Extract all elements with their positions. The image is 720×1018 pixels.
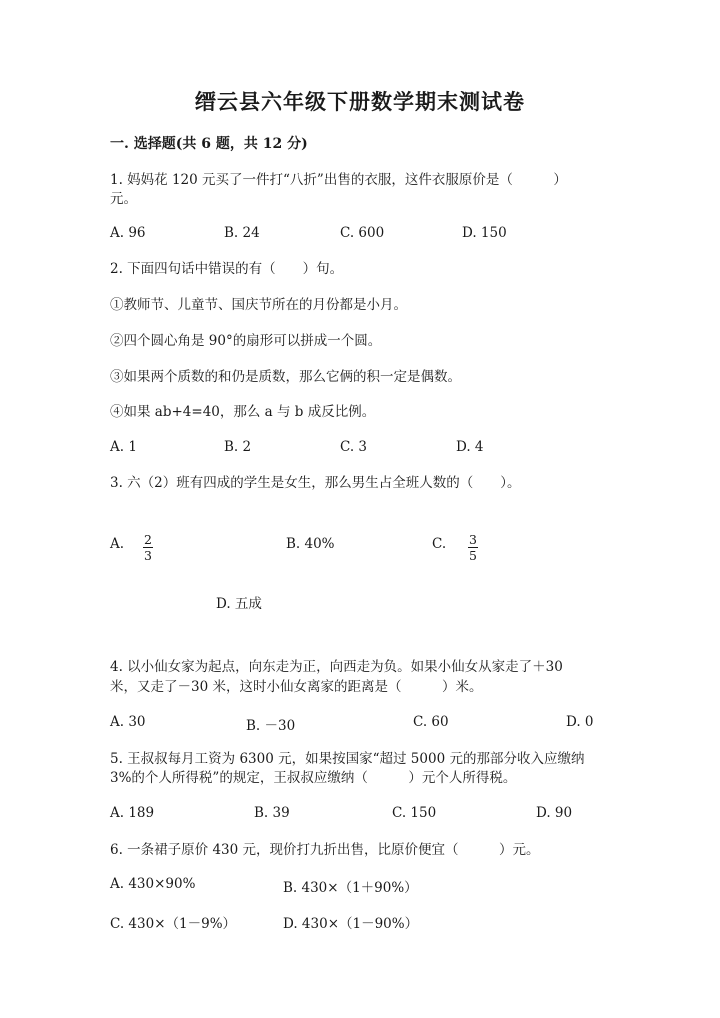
question-2-statement-4: ④如果 ab+4=40，那么 a 与 b 成反比例。 [110, 404, 376, 420]
question-2-option-c: C. 3 [340, 439, 368, 455]
fraction-denominator: 3 [144, 548, 152, 563]
question-3-option-b: B. 40% [286, 536, 335, 552]
question-6-line-1: 6. 一条裙子原价 430 元，现价打九折出售，比原价便宜（ ）元。 [110, 842, 540, 858]
question-2-statement-1: ①教师节、儿童节、国庆节所在的月份都是小月。 [110, 297, 407, 313]
question-3-option-d: D. 五成 [216, 596, 262, 612]
question-2-option-d: D. 4 [456, 439, 484, 455]
question-2-option-b: B. 2 [224, 439, 252, 455]
question-1-line-2: 元。 [110, 191, 137, 207]
question-1-line-1: 1. 妈妈花 120 元买了一件打“八折”出售的衣服，这件衣服原价是（ ） [110, 172, 567, 188]
question-6-option-b: B. 430×（1＋90%） [283, 880, 418, 896]
question-5-option-a: A. 189 [110, 805, 155, 821]
question-6-option-c: C. 430×（1－9%） [110, 916, 237, 932]
fraction-numerator: 3 [469, 532, 477, 547]
question-5-option-c: C. 150 [392, 805, 437, 821]
question-1-option-b: B. 24 [224, 225, 260, 241]
question-3-line-1: 3. 六（2）班有四成的学生是女生，那么男生占全班人数的（ ）。 [110, 475, 521, 491]
question-3-option-c-label: C. [432, 536, 447, 552]
question-6-option-a: A. 430×90% [110, 876, 196, 892]
question-4-option-a: A. 30 [110, 714, 146, 730]
question-4-option-b: B. －30 [246, 718, 296, 734]
section-heading: 一. 选择题(共 6 题，共 12 分) [110, 136, 308, 152]
question-2-statement-2: ②四个圆心角是 90°的扇形可以拼成一个圆。 [110, 333, 382, 349]
question-2-statement-3: ③如果两个质数的和仍是质数，那么它俩的积一定是偶数。 [110, 369, 461, 385]
question-5-line-2: 3%的个人所得税”的规定，王叔叔应缴纳（ ）元个人所得税。 [110, 770, 517, 786]
question-5-option-b: B. 39 [254, 805, 290, 821]
question-5-option-d: D. 90 [536, 805, 573, 821]
question-4-line-1: 4. 以小仙女家为起点，向东走为正，向西走为负。如果小仙女从家走了＋30 [110, 659, 563, 675]
question-3-option-a-label: A. [110, 536, 125, 552]
question-4-option-c: C. 60 [413, 714, 449, 730]
question-2-option-a: A. 1 [110, 439, 137, 455]
question-4-option-d: D. 0 [566, 714, 594, 730]
question-3-option-a-fraction [143, 529, 153, 562]
fraction-denominator: 5 [469, 548, 477, 563]
page-title: 缙云县六年级下册数学期末测试卷 [195, 89, 525, 114]
question-3-option-c-fraction [468, 529, 478, 562]
question-1-option-c: C. 600 [340, 225, 385, 241]
fraction-numerator: 2 [144, 532, 152, 547]
question-1-option-a: A. 96 [110, 225, 146, 241]
question-2-line-1: 2. 下面四句话中错误的有（ ）句。 [110, 261, 344, 277]
question-6-option-d: D. 430×（1－90%） [283, 916, 419, 932]
question-4-line-2: 米，又走了－30 米，这时小仙女离家的距离是（ ）米。 [110, 679, 483, 695]
question-5-line-1: 5. 王叔叔每月工资为 6300 元，如果按国家“超过 5000 元的那部分收入应缴纳 [110, 751, 585, 767]
question-1-option-d: D. 150 [462, 225, 507, 241]
